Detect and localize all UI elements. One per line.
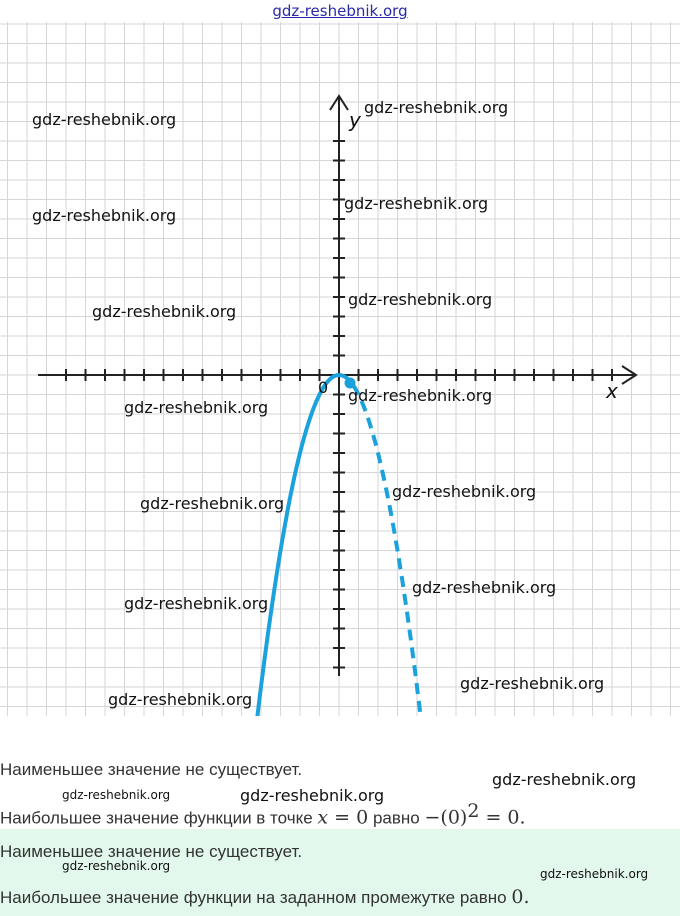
math-var: x: [317, 806, 329, 829]
watermark: gdz-reshebnik.org: [108, 690, 253, 709]
watermark: gdz-reshebnik.org: [140, 494, 285, 513]
watermark: gdz-reshebnik.org: [460, 674, 605, 693]
watermark: gdz-reshebnik.org: [412, 578, 557, 597]
watermark: gdz-reshebnik.org: [492, 770, 637, 789]
watermark: gdz-reshebnik.org: [540, 867, 649, 881]
watermark: gdz-reshebnik.org: [364, 98, 509, 117]
watermark: gdz-reshebnik.org: [240, 786, 385, 805]
x-axis-label: x: [606, 379, 618, 403]
watermark: gdz-reshebnik.org: [32, 206, 177, 225]
watermark: gdz-reshebnik.org: [92, 302, 237, 321]
watermark: gdz-reshebnik.org: [124, 594, 269, 613]
watermark: gdz-reshebnik.org: [62, 859, 171, 873]
dashed-curve: [339, 375, 421, 716]
answer-line-3: Наименьшее значение не существует.: [0, 842, 303, 861]
watermark: gdz-reshebnik.org: [124, 398, 269, 417]
watermark: gdz-reshebnik.org: [348, 386, 493, 405]
watermark: gdz-reshebnik.org: [344, 194, 489, 213]
answer-line-4: Наибольшее значение функции на заданном промежутке равно 0.: [0, 886, 530, 908]
answer-line-2: Наибольшее значение функции в точке x = 0 равно $-(0)^2 = 0$.: [0, 800, 526, 829]
watermark: gdz-reshebnik.org: [62, 788, 171, 802]
watermark: gdz-reshebnik.org: [348, 290, 493, 309]
site-header-link[interactable]: gdz-reshebnik.org: [272, 2, 408, 20]
y-axis-label: y: [349, 108, 361, 132]
watermark: gdz-reshebnik.org: [392, 482, 537, 501]
origin-label: 0: [318, 378, 329, 397]
watermark: gdz-reshebnik.org: [32, 110, 177, 129]
curves: [251, 375, 421, 716]
solid-curve: [251, 375, 339, 716]
answer-line-1: Наименьшее значение не существует.: [0, 760, 303, 779]
